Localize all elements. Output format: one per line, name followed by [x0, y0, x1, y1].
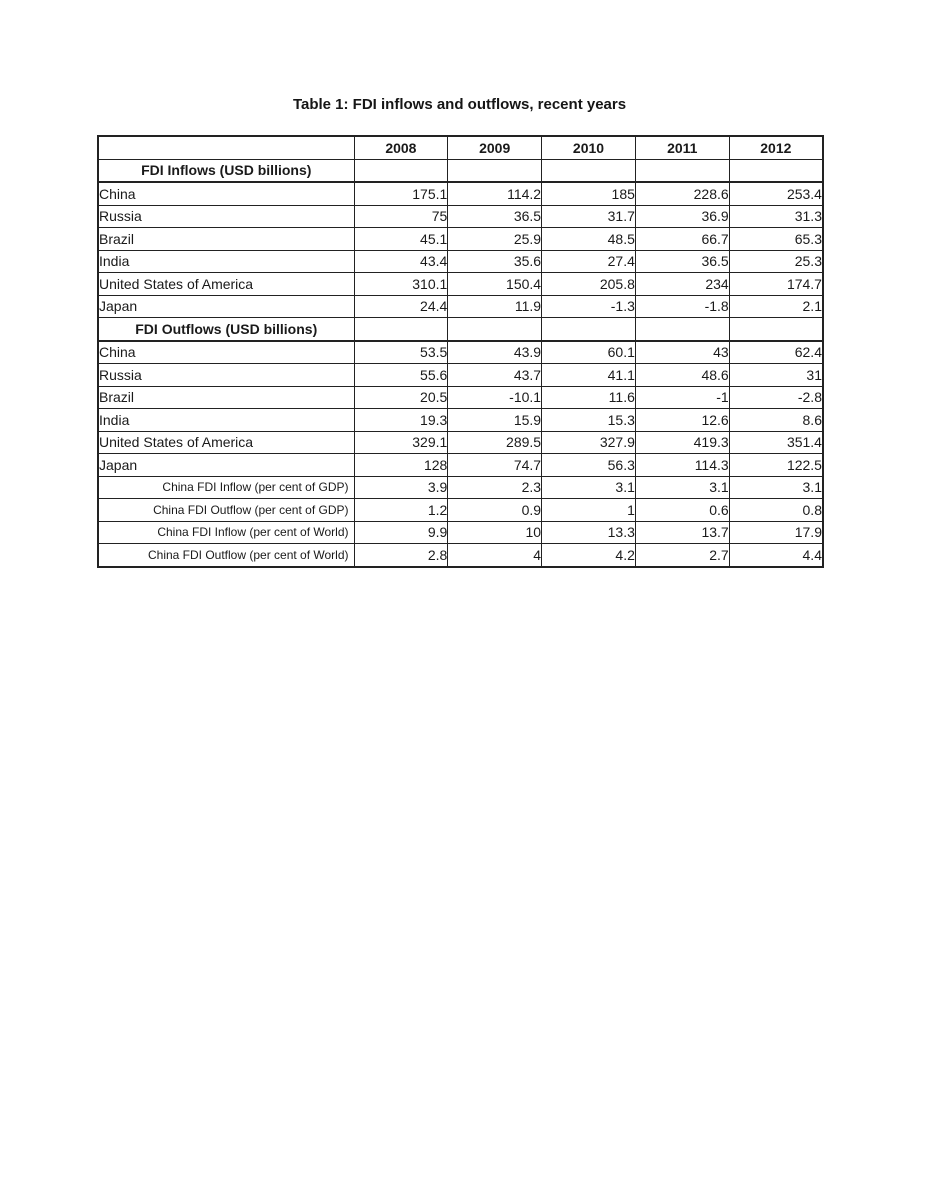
table-row: [98, 295, 823, 318]
value-cell: 128: [354, 454, 448, 477]
empty-cell: [448, 159, 542, 182]
row-label: Brazil: [98, 386, 354, 409]
value-cell: 122.5: [729, 454, 823, 477]
table-title: Table 1: FDI inflows and outflows, recent years: [292, 96, 627, 113]
row-label: China FDI Outflow (per cent of GDP): [98, 499, 354, 522]
value-cell: 35.6: [448, 250, 542, 273]
year-header: 2012: [729, 136, 823, 159]
value-cell: 3.1: [635, 476, 729, 499]
empty-cell: [635, 159, 729, 182]
value-cell: 53.5: [354, 341, 448, 364]
value-cell: 329.1: [354, 431, 448, 454]
value-cell: 11.6: [542, 386, 636, 409]
value-cell: 75: [354, 205, 448, 228]
value-cell: 3.1: [542, 476, 636, 499]
table-row: [98, 364, 823, 387]
value-cell: 4: [448, 544, 542, 567]
value-cell: 289.5: [448, 431, 542, 454]
value-cell: 114.3: [635, 454, 729, 477]
value-cell: -2.8: [729, 386, 823, 409]
value-cell: 2.7: [635, 544, 729, 567]
value-cell: 56.3: [542, 454, 636, 477]
value-cell: 351.4: [729, 431, 823, 454]
table-row: [98, 205, 823, 228]
value-cell: 45.1: [354, 228, 448, 251]
row-label: China FDI Inflow (per cent of GDP): [98, 476, 354, 499]
row-label: China: [98, 341, 354, 364]
corner-cell: [98, 136, 354, 159]
value-cell: 1: [542, 499, 636, 522]
table-row: [98, 521, 823, 544]
row-label: India: [98, 409, 354, 432]
row-label: India: [98, 250, 354, 273]
year-header: 2011: [635, 136, 729, 159]
value-cell: 43: [635, 341, 729, 364]
section-header: FDI Inflows (USD billions): [98, 159, 354, 182]
value-cell: 19.3: [354, 409, 448, 432]
empty-cell: [542, 318, 636, 341]
value-cell: 60.1: [542, 341, 636, 364]
empty-cell: [354, 159, 448, 182]
value-cell: 9.9: [354, 521, 448, 544]
value-cell: -1.3: [542, 295, 636, 318]
empty-cell: [729, 159, 823, 182]
row-label: United States of America: [98, 431, 354, 454]
section-header-row: [98, 318, 823, 341]
row-label: Russia: [98, 205, 354, 228]
empty-cell: [354, 318, 448, 341]
value-cell: 31: [729, 364, 823, 387]
year-header: 2010: [542, 136, 636, 159]
value-cell: 175.1: [354, 182, 448, 205]
value-cell: 43.7: [448, 364, 542, 387]
value-cell: 48.5: [542, 228, 636, 251]
table-row: [98, 182, 823, 205]
value-cell: 48.6: [635, 364, 729, 387]
value-cell: 327.9: [542, 431, 636, 454]
value-cell: 36.5: [448, 205, 542, 228]
value-cell: 1.2: [354, 499, 448, 522]
value-cell: 114.2: [448, 182, 542, 205]
row-label: Brazil: [98, 228, 354, 251]
value-cell: 43.4: [354, 250, 448, 273]
value-cell: 205.8: [542, 273, 636, 296]
value-cell: 3.1: [729, 476, 823, 499]
row-label: United States of America: [98, 273, 354, 296]
value-cell: 25.9: [448, 228, 542, 251]
value-cell: 253.4: [729, 182, 823, 205]
value-cell: 2.1: [729, 295, 823, 318]
value-cell: 55.6: [354, 364, 448, 387]
row-label: China: [98, 182, 354, 205]
value-cell: 20.5: [354, 386, 448, 409]
value-cell: 3.9: [354, 476, 448, 499]
empty-cell: [635, 318, 729, 341]
year-header: 2008: [354, 136, 448, 159]
value-cell: 36.9: [635, 205, 729, 228]
value-cell: -1.8: [635, 295, 729, 318]
row-label: Japan: [98, 454, 354, 477]
table-row: [98, 228, 823, 251]
table-row: [98, 273, 823, 296]
value-cell: 31.3: [729, 205, 823, 228]
table-row: [98, 250, 823, 273]
value-cell: 8.6: [729, 409, 823, 432]
value-cell: 150.4: [448, 273, 542, 296]
value-cell: 25.3: [729, 250, 823, 273]
value-cell: 0.8: [729, 499, 823, 522]
value-cell: 10: [448, 521, 542, 544]
value-cell: 13.3: [542, 521, 636, 544]
value-cell: 27.4: [542, 250, 636, 273]
value-cell: 185: [542, 182, 636, 205]
value-cell: 174.7: [729, 273, 823, 296]
value-cell: 4.4: [729, 544, 823, 567]
table-row: [98, 386, 823, 409]
value-cell: 15.9: [448, 409, 542, 432]
value-cell: 17.9: [729, 521, 823, 544]
empty-cell: [729, 318, 823, 341]
value-cell: -1: [635, 386, 729, 409]
empty-cell: [448, 318, 542, 341]
year-header-row: [98, 136, 823, 159]
table-row: [98, 454, 823, 477]
value-cell: 66.7: [635, 228, 729, 251]
table-row: [98, 431, 823, 454]
row-label: Russia: [98, 364, 354, 387]
value-cell: 310.1: [354, 273, 448, 296]
empty-cell: [542, 159, 636, 182]
table-row: [98, 341, 823, 364]
value-cell: -10.1: [448, 386, 542, 409]
value-cell: 62.4: [729, 341, 823, 364]
year-header: 2009: [448, 136, 542, 159]
value-cell: 31.7: [542, 205, 636, 228]
value-cell: 24.4: [354, 295, 448, 318]
value-cell: 36.5: [635, 250, 729, 273]
section-header: FDI Outflows (USD billions): [98, 318, 354, 341]
section-header-row: [98, 159, 823, 182]
value-cell: 0.9: [448, 499, 542, 522]
value-cell: 228.6: [635, 182, 729, 205]
row-label: China FDI Inflow (per cent of World): [98, 521, 354, 544]
value-cell: 2.8: [354, 544, 448, 567]
value-cell: 41.1: [542, 364, 636, 387]
table-row: [98, 409, 823, 432]
row-label: China FDI Outflow (per cent of World): [98, 544, 354, 567]
value-cell: 4.2: [542, 544, 636, 567]
row-label: Japan: [98, 295, 354, 318]
value-cell: 74.7: [448, 454, 542, 477]
value-cell: 11.9: [448, 295, 542, 318]
value-cell: 13.7: [635, 521, 729, 544]
value-cell: 12.6: [635, 409, 729, 432]
fdi-table: [97, 135, 824, 568]
table-row: [98, 476, 823, 499]
value-cell: 234: [635, 273, 729, 296]
value-cell: 419.3: [635, 431, 729, 454]
value-cell: 65.3: [729, 228, 823, 251]
value-cell: 15.3: [542, 409, 636, 432]
table-row: [98, 499, 823, 522]
value-cell: 43.9: [448, 341, 542, 364]
table-row: [98, 544, 823, 567]
value-cell: 0.6: [635, 499, 729, 522]
value-cell: 2.3: [448, 476, 542, 499]
